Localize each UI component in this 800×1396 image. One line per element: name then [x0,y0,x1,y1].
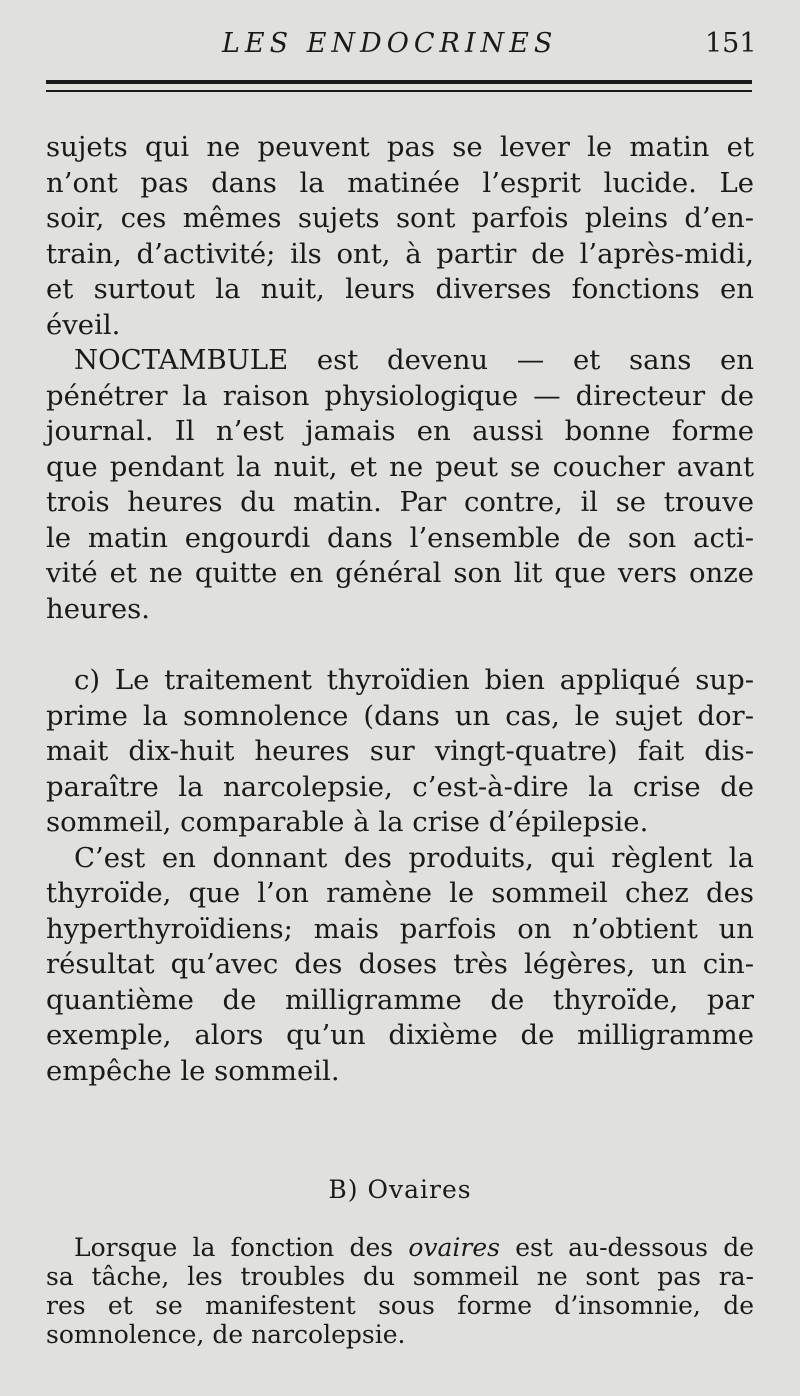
header-rule-thin [46,90,752,92]
text-line: empêche le sommeil. [46,1054,340,1087]
text-line: que pendant la nuit, et ne peut se coucher avant [46,450,754,483]
page-header [0,20,800,70]
text-line: et surtout la nuit, leurs diverses fonctions en [46,273,754,305]
text-line: heures. [46,592,150,625]
text-line: sujets qui ne peuvent pas se lever le matin et [46,131,754,163]
text-line: éveil. [46,308,121,341]
text-line: le matin engourdi dans l’ensemble de son acti- [46,521,754,554]
text-line: hyperthyroïdiens; mais parfois on n’obtient un [46,912,754,945]
text-line: res et se manifestent sous forme d’insomnie, de [46,1291,754,1320]
text-fragment: est au-dessous de [500,1233,755,1262]
text-line: trois heures du matin. Par contre, il se trouve [46,486,754,518]
text-line: soir, ces mêmes sujets sont parfois pleins d’en- [46,202,754,234]
paragraph-1 [46,130,754,343]
text-line: C’est en donnant des produits, qui règlent la [74,841,754,874]
text-line: résultat qu’avec des doses très légères, un cin- [46,948,754,980]
text-line: journal. Il n’est jamais en aussi bonne forme [46,415,754,447]
text-line: exemple, alors qu’un dixième de milligramme [46,1019,754,1051]
text-line: sa tâche, les troubles du sommeil ne sont pas ra- [46,1262,754,1291]
text-line: quantième de milligramme de thyroïde, par [46,983,754,1016]
paragraph-3 [46,663,754,841]
paragraph-gap [46,627,754,663]
main-text [46,130,754,1089]
section-text [46,1233,754,1349]
text-line: train, d’activité; ils ont, à partir de l’après-midi, [46,237,754,270]
emphasis-ovaires: ovaires [408,1233,500,1262]
text-line: NOCTAMBULE est devenu — et sans en [74,344,754,376]
text-line: vité et ne quitte en général son lit que vers onze [46,557,754,589]
text-line: paraître la narcolepsie, c’est-à-dire la crise de [46,770,754,803]
text-line: somnolence, de narcolepsie. [46,1320,406,1349]
running-title: LES ENDOCRINES [222,28,558,59]
text-line: thyroïde, que l’on ramène le sommeil chez des [46,877,754,909]
paragraph-4 [46,841,754,1090]
section-heading: B) Ovaires [328,1175,472,1204]
paragraph-5 [46,1233,754,1349]
text-fragment: Lorsque la fonction des [74,1233,409,1262]
paragraph-2 [46,343,754,627]
text-line [46,1233,754,1262]
text-line: c) Le traitement thyroïdien bien appliqué sup- [74,664,754,696]
text-line: mait dix-huit heures sur vingt-quatre) fait dis- [46,735,754,767]
text-line: n’ont pas dans la matinée l’esprit lucide. Le [46,166,754,199]
text-line: sommeil, comparable à la crise d’épilepsie. [46,806,649,838]
text-line: prime la somnolence (dans un cas, le sujet dor- [46,699,754,732]
header-rule-thick [46,80,752,84]
text-line: pénétrer la raison physiologique — directeur de [46,379,754,412]
page-number: 151 [705,28,757,59]
